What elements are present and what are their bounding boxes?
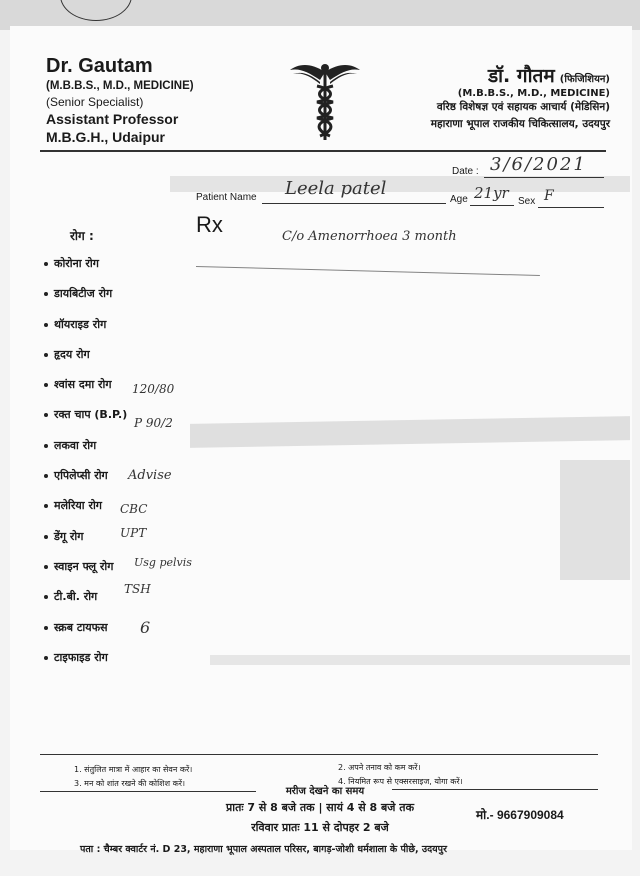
age-label: Age [450,194,468,205]
scan-artifact [60,0,132,21]
chief-complaint: C/o Amenorrhoea 3 month [282,229,457,244]
list-item: स्वाइन फ्लू रोग [44,559,127,589]
doctor-hospital: M.B.G.H., Udaipur [46,129,165,145]
schedule-rule-left [40,791,256,792]
extra-note: 6 [140,618,151,637]
header-divider [40,150,606,152]
doctor-specialty-hindi: (फिजिशियन) [559,74,610,85]
doctor-header-hindi [431,62,610,133]
sex-label: Sex [518,196,536,207]
scan-smudge [560,460,630,580]
doctor-degree: (M.B.B.S., M.D., MEDICINE) [46,80,194,92]
doctor-hospital-hindi: महाराणा भूपाल राजकीय चिकित्सालय, उदयपुर [430,118,610,130]
list-item: कोरोना रोग [44,256,127,286]
patient-name-value: Leela patel [285,178,387,199]
clinic-address: पता : चैम्बर क्वार्टर नं. D 23, महाराणा भूपाल अस्पताल परिसर, बागड़-जोशी धर्मशाला के पीछे, उदयपुर [80,844,447,855]
list-item: टी.बी. रोग [44,589,127,619]
disease-list [44,256,127,680]
list-item: लकवा रोग [44,438,127,468]
list-item: थॉयराइड रोग [44,317,127,347]
schedule-heading: मरीज देखने का समय [285,786,365,797]
list-item: डायबिटीज रोग [44,286,127,316]
list-item: रक्त चाप (B.P.) [44,407,127,437]
rx-symbol: Rx [196,212,223,237]
scan-smudge [210,655,630,665]
bp-note: 120/80 [132,382,175,396]
tip-2: 2. अपने तनाव को कम करें। [338,763,421,772]
doctor-name-hindi: डॉ. गौतम [487,65,555,87]
tip-1: 1. संतुलित मात्रा में आहार का सेवन करें। [74,765,193,774]
pulse-note: P 90/2 [134,416,173,430]
list-item: मलेरिया रोग [44,498,127,528]
mobile-number: मो.- 9667909084 [476,808,564,822]
date-value: 3/6/2021 [490,154,587,175]
sex-line [538,207,604,208]
advise-note: Advise [128,468,172,483]
list-item: स्क्रब टायफस [44,620,127,650]
diseases-heading: रोग : [70,229,94,243]
doctor-degree-hindi-block: (M.B.B.S., M.D., MEDICINE) [457,88,610,99]
cbc-note: CBC [120,502,148,516]
age-value: 21yr [474,184,509,202]
sex-value: F [544,188,554,204]
list-item: एपिलेप्सी रोग [44,468,127,498]
caduceus-icon [290,52,360,142]
patient-name-label: Patient Name [196,192,257,203]
date-label: Date : [452,166,479,177]
schedule-line-2: रविवार प्रातः 11 से दोपहर 2 बजे [251,821,389,834]
tsh-note: TSH [124,582,151,596]
schedule-line-1: प्रातः 7 से 8 बजे तक | सायं 4 से 8 बजे तक [225,801,415,814]
list-item: हृदय रोग [44,347,127,377]
usg-note: Usg pelvis [134,556,192,569]
list-item: श्वांस दमा रोग [44,377,127,407]
patient-name-line [262,203,446,204]
tip-3: 3. मन को शांत रखने की कोशिश करें। [74,779,186,788]
upt-note: UPT [120,526,147,540]
doctor-position: Assistant Professor [46,111,179,127]
doctor-header-english [46,55,194,146]
doctor-position-hindi: वरिष्ठ विशेषज्ञ एवं सहायक आचार्य (मेडिसिन) [436,101,610,113]
footer-divider [40,754,598,755]
date-line [484,177,604,178]
age-line [470,205,514,206]
doctor-name: Dr. Gautam [46,55,153,77]
schedule-rule-right [392,789,598,790]
list-item: टाइफाइड रोग [44,650,127,680]
tip-4: 4. नियमित रूप से एक्सरसाइज, योगा करें। [338,777,463,786]
list-item: डेंगू रोग [44,529,127,559]
scan-smudge [170,176,630,192]
doctor-senior: (Senior Specialist) [46,95,144,109]
